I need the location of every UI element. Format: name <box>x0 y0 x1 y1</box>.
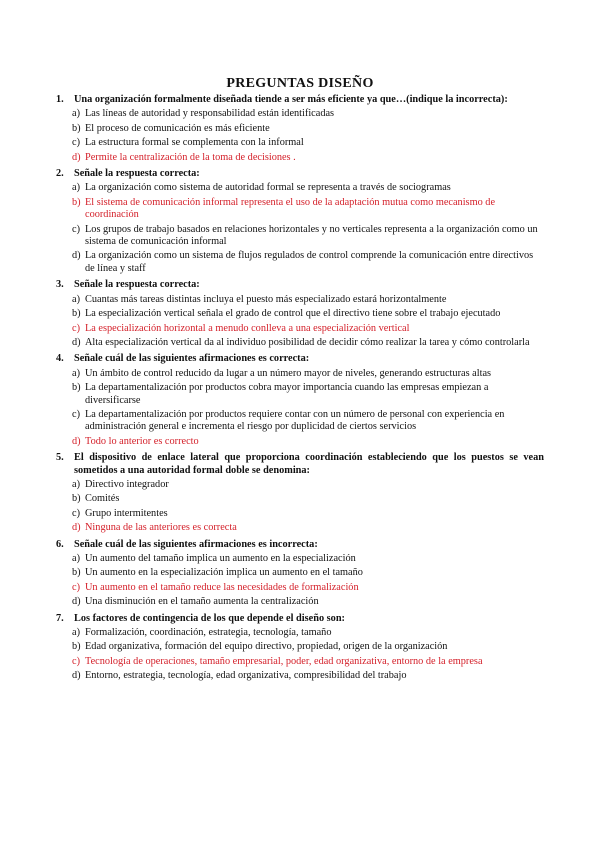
question-number: 3. <box>56 279 64 291</box>
option-text: Un aumento del tamaño implica un aumento en la especialización <box>85 553 356 564</box>
answer-option-c <box>56 582 544 594</box>
question-6 <box>56 539 544 609</box>
answer-option-a <box>56 108 544 120</box>
answer-option-d <box>56 250 544 275</box>
answer-option-a <box>56 627 544 639</box>
answer-option-b <box>56 308 544 320</box>
answer-option-c <box>56 137 544 149</box>
question-2 <box>56 168 544 275</box>
option-text: Comités <box>85 493 120 505</box>
option-text: Grupo intermitentes <box>85 507 168 519</box>
answer-option-b <box>56 197 544 222</box>
question-number: 1. <box>56 94 64 105</box>
question-text: El dispositivo de enlace lateral que proporciona coordinación estableciendo que los puestos se vean sometidos a una autoridad formal doble se denomina: <box>74 452 544 476</box>
question-number: 4. <box>56 353 64 365</box>
answer-option-d <box>56 596 544 608</box>
answer-option-b <box>56 493 544 505</box>
option-label: a) <box>72 293 80 305</box>
option-label: b) <box>72 641 81 653</box>
option-text: La organización como un sistema de flujos regulados de control comprende la comunicación entre directivos de línea y staff <box>85 250 534 274</box>
option-text: La departamentalización por productos cobra mayor importancia cuando las empresas empiezan a diversificarse <box>85 382 489 406</box>
option-label: d) <box>72 435 81 447</box>
answer-option-c <box>56 656 544 668</box>
answer-option-c <box>56 224 544 249</box>
option-text: La organización como sistema de autoridad formal se representa a través de sociogramas <box>85 182 451 194</box>
question-header <box>56 613 544 625</box>
option-label: d) <box>72 670 81 682</box>
option-text: Un aumento en la especialización implica un aumento en el tamaño <box>85 567 363 579</box>
option-label: d) <box>72 151 81 163</box>
question-number: 6. <box>56 538 64 550</box>
option-text: Permite la centralización de la toma de decisiones . <box>85 151 296 163</box>
option-label: d) <box>72 336 81 348</box>
question-header <box>56 279 544 291</box>
option-label: d) <box>72 596 81 608</box>
option-label: b) <box>72 196 81 208</box>
option-text: Los grupos de trabajo basados en relaciones horizontales y no verticales representa a la organización como un sistema de comunicación informal <box>85 223 538 248</box>
question-header <box>56 353 544 365</box>
option-label: b) <box>72 493 81 505</box>
answer-option-a <box>56 479 544 491</box>
page-title: PREGUNTAS DISEÑO <box>226 76 374 91</box>
option-text: El proceso de comunicación es más eficiente <box>85 122 270 134</box>
question-number: 5. <box>56 452 64 464</box>
answer-option-d <box>56 337 544 349</box>
option-label: a) <box>72 367 80 379</box>
option-label: b) <box>72 567 81 579</box>
option-label: c) <box>72 408 80 420</box>
answer-option-a <box>56 182 544 194</box>
answer-option-d <box>56 152 544 164</box>
option-text: Edad organizativa, formación del equipo directivo, propiedad, origen de la organización <box>85 641 448 653</box>
option-text: Directivo integrador <box>85 478 169 490</box>
question-header <box>56 168 544 180</box>
option-text: Un aumento en el tamaño reduce las necesidades de formalización <box>85 581 359 593</box>
question-text: Señale cuál de las siguientes afirmaciones es incorrecta: <box>74 538 318 550</box>
option-text: Un ámbito de control reducido da lugar a un número mayor de niveles, generando estructuras altas <box>85 367 492 379</box>
option-text: La especialización vertical señala el grado de control que el directivo tiene sobre el trabajo ejecutado <box>85 308 501 320</box>
question-1 <box>56 94 544 164</box>
answer-option-d <box>56 522 544 534</box>
question-header <box>56 94 544 106</box>
question-5 <box>56 452 544 534</box>
answer-option-c <box>56 508 544 520</box>
question-text: Los factores de contingencia de los que depende el diseño son: <box>74 612 345 624</box>
question-text: Una organización formalmente diseñada tiende a ser más eficiente ya que…(indique la incorrecta): <box>74 94 508 105</box>
option-label: d) <box>72 250 81 262</box>
option-text: Alta especialización vertical da al individuo posibilidad de decidir cómo realizar la tarea y cómo controlarla <box>85 336 530 348</box>
option-label: a) <box>72 627 80 639</box>
option-text: Cuantas más tareas distintas incluya el puesto más especializado estará horizontalmente <box>85 293 447 305</box>
option-label: c) <box>72 581 80 593</box>
option-text: El sistema de comunicación informal representa el uso de la adaptación mutua como mecanismo de coordinación <box>85 196 496 221</box>
option-text: La especialización horizontal a menudo conlleva a una especialización vertical <box>85 322 410 334</box>
answer-option-c <box>56 323 544 335</box>
option-text: La estructura formal se complementa con la informal <box>85 137 304 149</box>
question-text: Señale la respuesta correcta: <box>74 168 200 180</box>
question-number: 7. <box>56 612 64 624</box>
option-text: Ninguna de las anteriores es correcta <box>85 522 237 534</box>
question-text: Señale la respuesta correcta: <box>74 279 200 291</box>
answer-option-b <box>56 382 544 407</box>
option-text: Tecnología de operaciones, tamaño empresarial, poder, edad organizativa, entorno de la empresa <box>85 655 483 667</box>
answer-option-d <box>56 670 544 682</box>
question-text: Señale cuál de las siguientes afirmaciones es correcta: <box>74 353 310 365</box>
option-label: a) <box>72 182 80 194</box>
answer-option-b <box>56 123 544 135</box>
question-3 <box>56 279 544 349</box>
answer-option-b <box>56 567 544 579</box>
option-label: b) <box>72 122 81 134</box>
option-label: b) <box>72 382 81 394</box>
option-label: c) <box>72 223 80 235</box>
option-label: a) <box>72 108 80 120</box>
question-number: 2. <box>56 168 64 180</box>
option-label: c) <box>72 507 80 519</box>
option-text: Entorno, estrategia, tecnología, edad organizativa, compresibilidad del trabajo <box>85 670 407 682</box>
answer-option-d <box>56 436 544 448</box>
option-text: La departamentalización por productos requiere contar con un número de personal con experiencia en administración general e incrementa el riesgo por duplicidad de ciertos servicios <box>85 408 505 433</box>
answer-option-a <box>56 553 544 565</box>
answer-option-a <box>56 294 544 306</box>
answer-option-a <box>56 368 544 380</box>
option-label: a) <box>72 478 80 490</box>
option-label: a) <box>72 553 80 564</box>
option-text: Las líneas de autoridad y responsabilidad están identificadas <box>85 108 335 120</box>
option-text: Todo lo anterior es correcto <box>85 435 199 447</box>
question-7 <box>56 613 544 683</box>
question-list <box>56 94 544 683</box>
option-text: Una disminución en el tamaño aumenta la centralización <box>85 596 319 608</box>
answer-option-c <box>56 409 544 434</box>
option-label: b) <box>72 308 81 320</box>
option-label: c) <box>72 322 80 334</box>
option-label: c) <box>72 655 80 667</box>
question-header <box>56 452 544 477</box>
option-text: Formalización, coordinación, estrategia, tecnología, tamaño <box>85 627 332 639</box>
option-label: c) <box>72 137 80 149</box>
answer-option-b <box>56 641 544 653</box>
question-header <box>56 539 544 551</box>
question-4 <box>56 353 544 448</box>
option-label: d) <box>72 522 81 534</box>
